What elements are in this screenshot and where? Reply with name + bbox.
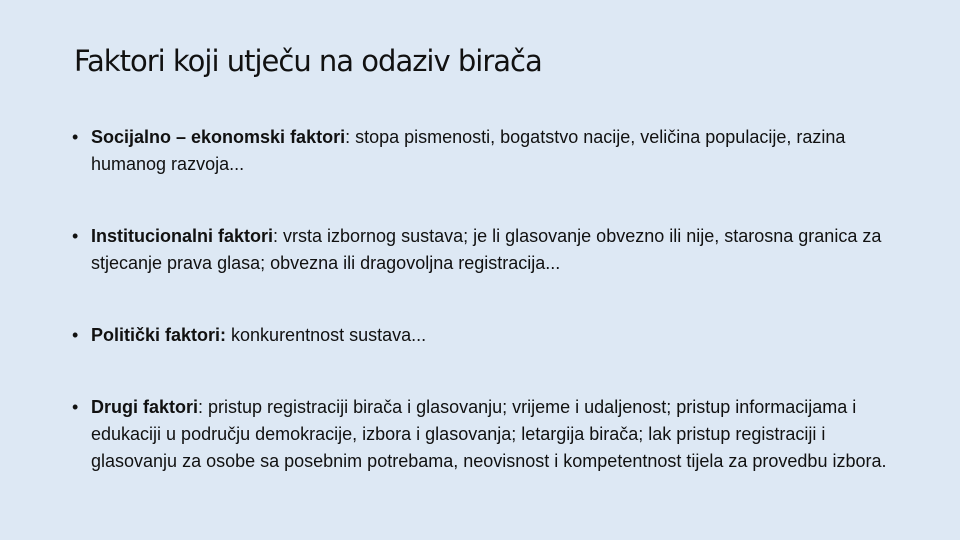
bullet-text: : stopa pismenosti, bogatstvo nacije, veličina populacije, razina humanog razvoja... bbox=[91, 127, 846, 174]
bullet-marker: • bbox=[72, 226, 79, 246]
bullet-term: Politički faktori: bbox=[91, 325, 227, 345]
bullet-term: Institucionalni faktori bbox=[91, 226, 274, 246]
bullet-term: Socijalno – ekonomski faktori bbox=[91, 127, 346, 147]
bullet-term: Drugi faktori bbox=[91, 397, 199, 417]
slide-title: Faktori koji utječu na odaziv birača bbox=[74, 44, 542, 78]
bullet-list bbox=[70, 124, 900, 475]
bullet-marker: • bbox=[72, 325, 79, 345]
bullet-text: : vrsta izbornog sustava; je li glasovanje obvezno ili nije, starosna granica za stjecanje prava glasa; obvezna ili dragovoljna registracija... bbox=[91, 226, 882, 273]
bullet-item-other bbox=[70, 394, 900, 475]
bullet-item-institutional bbox=[70, 223, 900, 277]
bullet-text: : pristup registraciji birača i glasovanju; vrijeme i udaljenost; pristup informacijama i edukaciji u području demokracije, izbora i glasovanja; letargija birača; lak pristup registraciji i glasovanju za osobe sa posebnim potrebama, neovisnost i kompetentnost tijela za provedbu izbora. bbox=[91, 397, 887, 471]
bullet-item-socioeconomic bbox=[70, 124, 900, 178]
bullet-text: konkurentnost sustava... bbox=[226, 325, 427, 345]
bullet-item-political bbox=[70, 322, 900, 349]
bullet-marker: • bbox=[72, 397, 79, 417]
bullet-marker: • bbox=[72, 127, 79, 147]
